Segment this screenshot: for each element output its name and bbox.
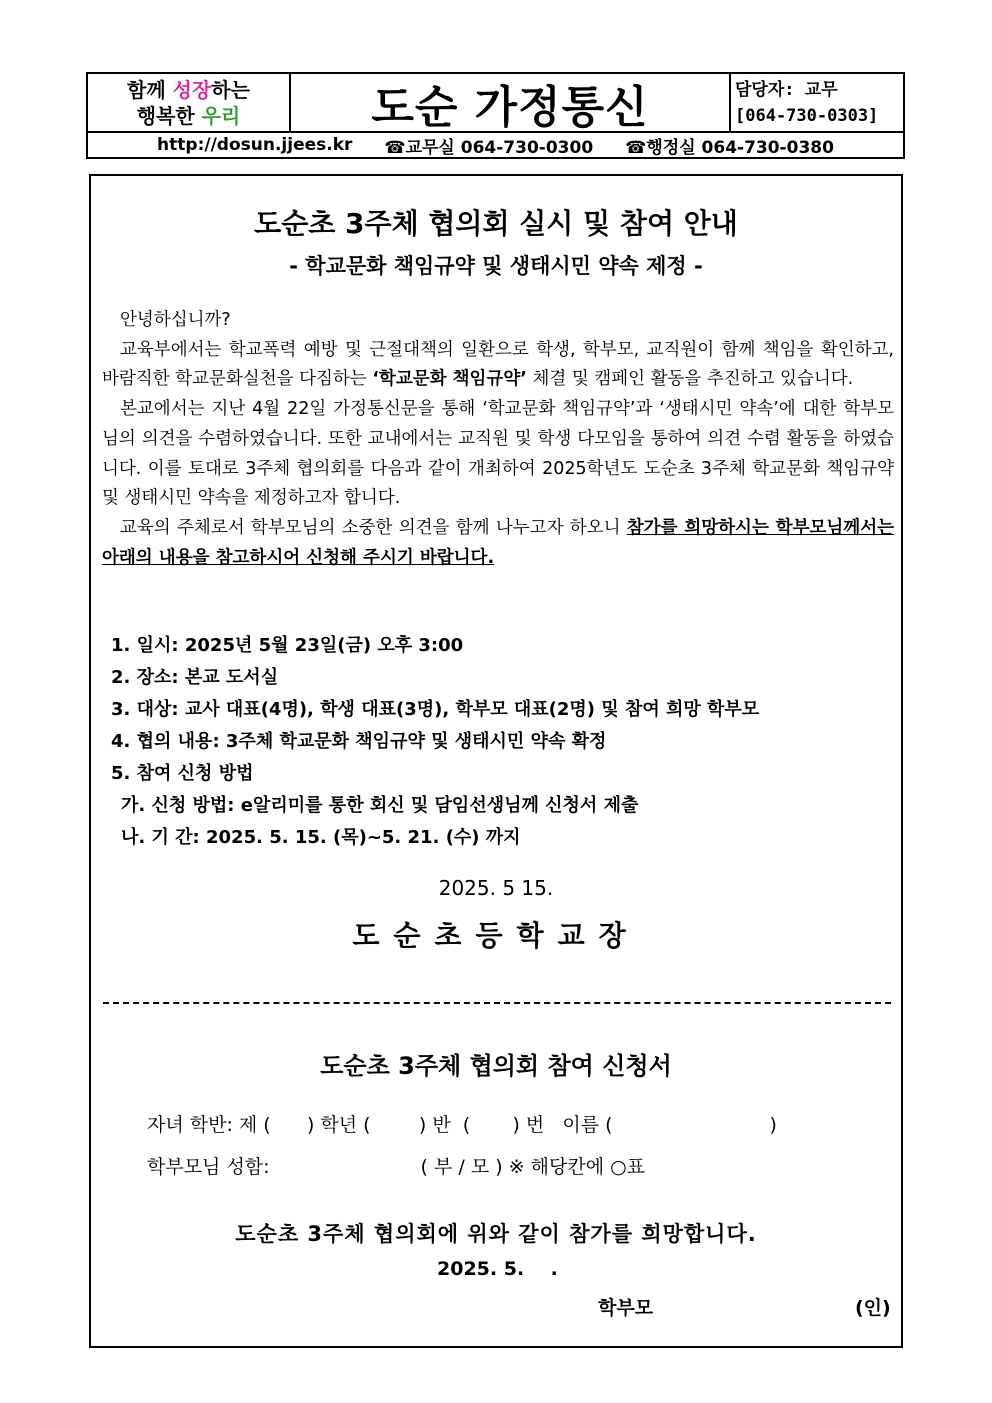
list-item: 5. 참여 신청 방법 xyxy=(111,763,254,784)
notice-subtitle: - 학교문화 책임규약 및 생태시민 약속 제정 - xyxy=(289,254,703,278)
list-item: 2. 장소: 본교 도서실 xyxy=(111,667,279,688)
list-item: 1. 일시: 2025년 5월 23일(금) 오후 3:00 xyxy=(111,635,464,656)
paragraph-1: 교육부에서는 학교폭력 예방 및 근절대책의 일환으로 학생, 학부모, 교직원이 함께 책임을 확인하고, 바람직한 학교문화실천을 다짐하는 ‘학교문화 책임규약’ 체결 및 캠페인 활동을 추진하고 있습니다. xyxy=(102,339,894,390)
notice-box xyxy=(89,174,903,1348)
paragraph-2: 본교에서는 지난 4월 22일 가정통신문을 통해 ‘학교문화 책임규약’과 ‘생태시민 약속’에 대한 학부모님의 의견을 수렴하였습니다. 또한 교내에서는 교직원 및 학생 다모임을 통하여 의견 수렴 활동을 하였습니다. 이를 토대로 3주체 협의회를 다음과 같이 개최하여 2025학년도 도순초 3주체 학교문화 책임규약 및 생태시민 약속을 제정하고자 합니다. xyxy=(102,399,894,509)
newsletter-header xyxy=(86,72,905,159)
contact-bar xyxy=(88,131,903,157)
newsletter-title: 도순 가정통신 xyxy=(371,81,649,133)
website-link[interactable]: http://dosun.jjees.kr xyxy=(157,135,353,155)
contact-person: 담당자: 교무 xyxy=(735,80,838,100)
principal-signature: 도순초등학교장 xyxy=(352,919,640,952)
slogan-line-2: 행복한 우리 xyxy=(136,103,241,128)
cut-line xyxy=(103,1002,891,1004)
agreement-statement: 도순초 3주체 협의회에 위와 같이 참가를 희망합니다. xyxy=(235,1222,757,1246)
form-title: 도순초 3주체 협의회 참여 신청서 xyxy=(320,1052,672,1080)
form-date: 2025. 5. . xyxy=(437,1258,558,1280)
seal-label: (인) xyxy=(855,1297,891,1319)
student-info-field[interactable]: 자녀 학반: 제 ( ) 학년 ( ) 반 ( ) 번 이름 ( ) xyxy=(147,1114,777,1136)
list-sub-item: 나. 기 간: 2025. 5. 15. (목)~5. 21. (수) 까지 xyxy=(121,827,521,848)
contact-phone: [064-730-0303] xyxy=(735,106,879,126)
school-slogan xyxy=(88,74,291,131)
notice-body xyxy=(102,306,894,573)
parent-name-field[interactable]: 학부모님 성함: ( 부 / 모 ) ※ 해당칸에 ○표 xyxy=(147,1156,646,1178)
office-phone-1: ☎교무실 064-730-0300 xyxy=(384,137,594,158)
notice-date: 2025. 5 15. xyxy=(438,876,554,900)
greeting: 안녕하십니까? xyxy=(120,310,231,330)
paragraph-3: 교육의 주체로서 학부모님의 소중한 의견을 함께 나누고자 하오니 참가를 희망하시는 학부모님께서는 아래의 내용을 참고하시어 신청해 주시기 바랍니다. xyxy=(102,517,894,568)
parent-label: 학부모 xyxy=(598,1297,654,1319)
office-phone-2: ☎행정실 064-730-0380 xyxy=(625,137,834,158)
list-item: 3. 대상: 교사 대표(4명), 학생 대표(3명), 학부모 대표(2명) 및 참여 희망 학부모 xyxy=(111,699,760,720)
notice-items xyxy=(111,630,891,854)
list-sub-item: 가. 신청 방법: e알리미를 통한 회신 및 담임선생님께 신청서 제출 xyxy=(121,795,639,816)
notice-title: 도순초 3주체 협의회 실시 및 참여 안내 xyxy=(254,207,738,240)
contact-info xyxy=(729,74,903,131)
list-item: 4. 협의 내용: 3주체 학교문화 책임규약 및 생태시민 약속 확정 xyxy=(111,731,607,752)
slogan-line-1: 함께 성장하는 xyxy=(127,77,250,102)
